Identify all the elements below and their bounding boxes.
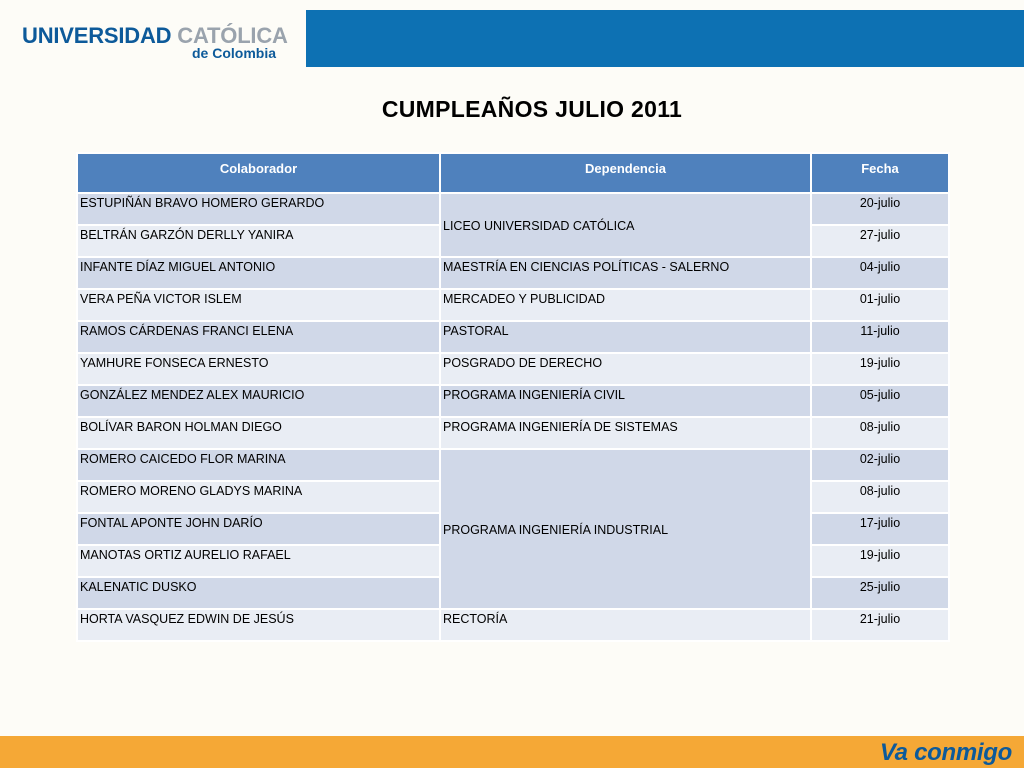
cell-fecha: 11-julio xyxy=(811,321,949,353)
top-margin xyxy=(0,0,1024,10)
header-fecha: Fecha xyxy=(811,153,949,193)
table-row xyxy=(77,609,949,641)
logo-subtitle: de Colombia xyxy=(192,45,277,61)
cell-colaborador: HORTA VASQUEZ EDWIN DE JESÚS xyxy=(77,609,440,641)
cell-dependencia: PROGRAMA INGENIERÍA INDUSTRIAL xyxy=(440,449,811,609)
cell-dependencia: PROGRAMA INGENIERÍA CIVIL xyxy=(440,385,811,417)
cell-fecha: 08-julio xyxy=(811,417,949,449)
cell-colaborador: GONZÁLEZ MENDEZ ALEX MAURICIO xyxy=(77,385,440,417)
cell-fecha: 04-julio xyxy=(811,257,949,289)
table-row xyxy=(77,257,949,289)
cell-fecha: 27-julio xyxy=(811,225,949,257)
cell-colaborador: FONTAL APONTE JOHN DARÍO xyxy=(77,513,440,545)
cell-colaborador: YAMHURE FONSECA ERNESTO xyxy=(77,353,440,385)
cell-dependencia: RECTORÍA xyxy=(440,609,811,641)
header-bar xyxy=(0,10,1024,67)
cell-dependencia: LICEO UNIVERSIDAD CATÓLICA xyxy=(440,193,811,257)
cell-colaborador: BOLÍVAR BARON HOLMAN DIEGO xyxy=(77,417,440,449)
cell-dependencia: POSGRADO DE DERECHO xyxy=(440,353,811,385)
cell-fecha: 02-julio xyxy=(811,449,949,481)
cell-fecha: 20-julio xyxy=(811,193,949,225)
cell-fecha: 08-julio xyxy=(811,481,949,513)
table-row xyxy=(77,449,949,481)
header-colaborador: Colaborador xyxy=(77,153,440,193)
cell-fecha: 21-julio xyxy=(811,609,949,641)
cell-colaborador: BELTRÁN GARZÓN DERLLY YANIRA xyxy=(77,225,440,257)
cell-colaborador: RAMOS CÁRDENAS FRANCI ELENA xyxy=(77,321,440,353)
cell-colaborador: ROMERO MORENO GLADYS MARINA xyxy=(77,481,440,513)
table-row xyxy=(77,321,949,353)
cell-fecha: 19-julio xyxy=(811,353,949,385)
header-dependencia: Dependencia xyxy=(440,153,811,193)
cell-fecha: 19-julio xyxy=(811,545,949,577)
cell-dependencia: PASTORAL xyxy=(440,321,811,353)
logo-word-universidad: UNIVERSIDAD xyxy=(22,23,172,48)
cell-fecha: 25-julio xyxy=(811,577,949,609)
cell-colaborador: VERA PEÑA VICTOR ISLEM xyxy=(77,289,440,321)
cell-fecha: 01-julio xyxy=(811,289,949,321)
table-row xyxy=(77,417,949,449)
table-row xyxy=(77,289,949,321)
cell-colaborador: INFANTE DÍAZ MIGUEL ANTONIO xyxy=(77,257,440,289)
cell-fecha: 17-julio xyxy=(811,513,949,545)
page-title: CUMPLEAÑOS JULIO 2011 xyxy=(381,96,683,122)
cell-fecha: 05-julio xyxy=(811,385,949,417)
table-row xyxy=(77,193,949,225)
cell-colaborador: ESTUPIÑÁN BRAVO HOMERO GERARDO xyxy=(77,193,440,225)
cell-dependencia: PROGRAMA INGENIERÍA DE SISTEMAS xyxy=(440,417,811,449)
footer-bar xyxy=(0,736,1024,768)
cell-colaborador: KALENATIC DUSKO xyxy=(77,577,440,609)
cell-colaborador: ROMERO CAICEDO FLOR MARINA xyxy=(77,449,440,481)
table-row xyxy=(77,385,949,417)
table-row xyxy=(77,353,949,385)
slogan: Va conmigo xyxy=(879,739,1012,766)
cell-dependencia: MAESTRÍA EN CIENCIAS POLÍTICAS - SALERNO xyxy=(440,257,811,289)
university-logo xyxy=(0,10,306,67)
logo-word-catolica: CATÓLICA xyxy=(177,23,288,48)
cell-colaborador: MANOTAS ORTIZ AURELIO RAFAEL xyxy=(77,545,440,577)
table-header-row xyxy=(77,153,949,193)
cell-dependencia: MERCADEO Y PUBLICIDAD xyxy=(440,289,811,321)
birthday-table xyxy=(76,152,950,642)
